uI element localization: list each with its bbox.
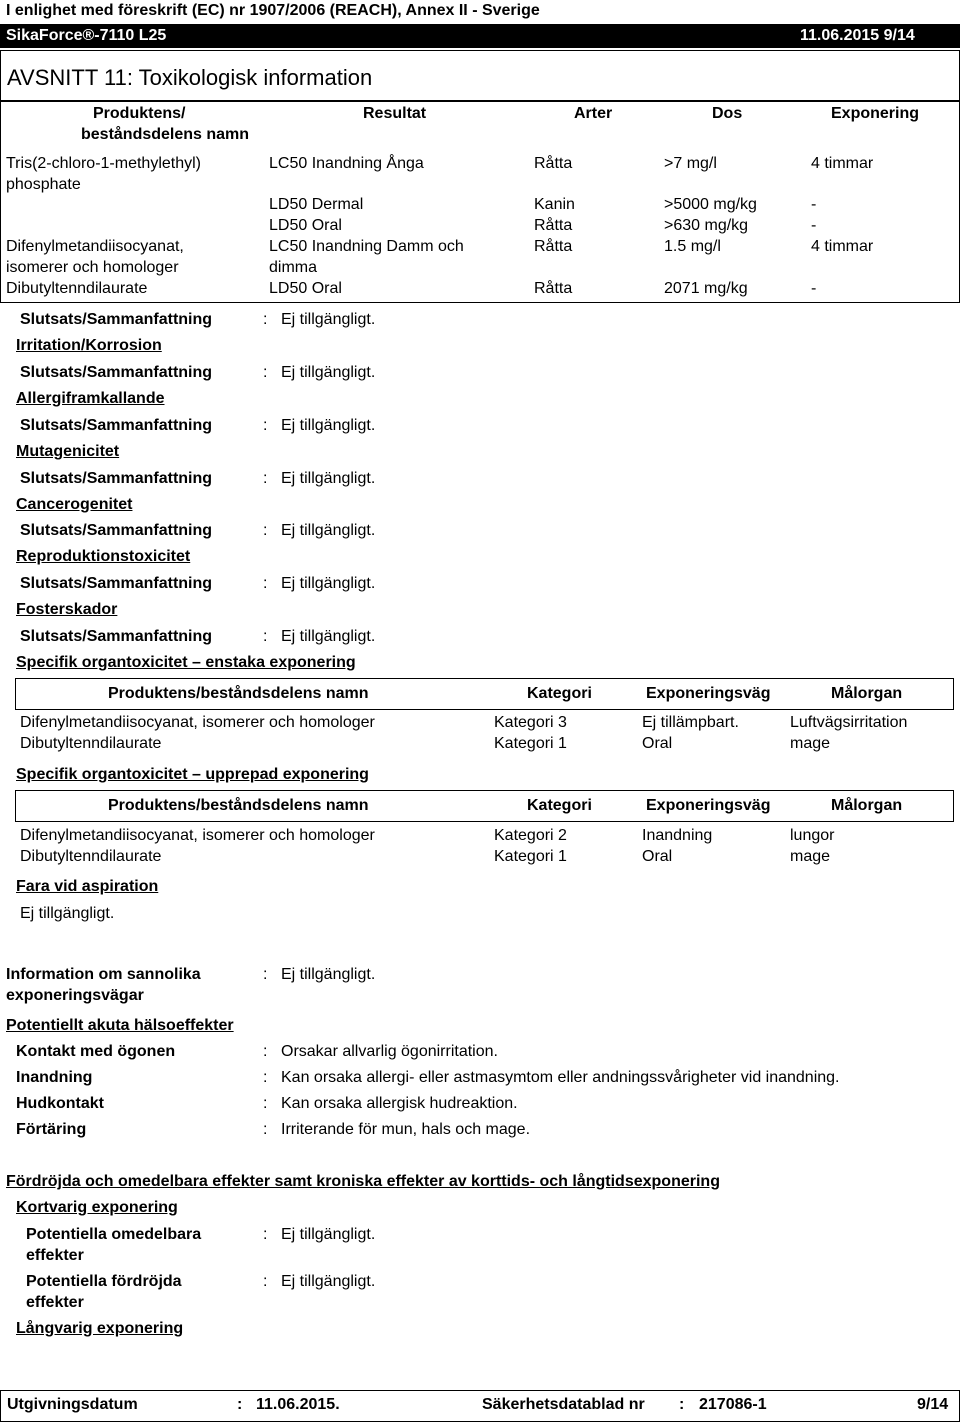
acute-colon-3: :: [263, 1121, 268, 1138]
footer-sds-number: 217086-1: [699, 1396, 767, 1413]
stot-single-title: Specifik organtoxicitet – enstaka exponering: [16, 654, 356, 671]
stot-repeated-title: Specifik organtoxicitet – upprepad exponering: [16, 766, 369, 783]
summary-label-6: Slutsats/Sammanfattning: [20, 628, 213, 645]
summary-colon-5: :: [263, 575, 268, 592]
category-heading-1: Allergiframkallande: [16, 390, 165, 407]
tox-row-3-result: LC50 Inandning Damm och: [269, 238, 464, 255]
summary-value-6: Ej tillgängligt.: [281, 628, 376, 645]
acute-value-3: Irriterande för mun, hals och mage.: [281, 1121, 531, 1138]
summary-colon-6: :: [263, 628, 268, 645]
summary-label-3: Slutsats/Sammanfattning: [20, 470, 213, 487]
stot-repeated-row-0-organ: lungor: [790, 827, 835, 844]
summary-colon-3: :: [263, 470, 268, 487]
stot-single-row-0-name: Difenylmetandiisocyanat, isomerer och homologer: [20, 714, 375, 731]
acute-value-1: Kan orsaka allergi- eller astmasymtom eller andningssvårigheter vid inandning.: [281, 1069, 840, 1086]
tox-row-3-result-2: dimma: [269, 259, 318, 276]
acute-label-2: Hudkontakt: [16, 1095, 104, 1112]
delayed-item-0-value: Ej tillgängligt.: [281, 1226, 376, 1243]
toxicity-table: [0, 100, 960, 303]
acute-colon-2: :: [263, 1095, 268, 1112]
stot-single-th-route: Exponeringsväg: [646, 685, 771, 702]
stot-single-row-0-category: Kategori 3: [494, 714, 567, 731]
product-name: SikaForce®-7110 L25: [6, 27, 167, 44]
acute-value-0: Orsakar allvarlig ögonirritation.: [281, 1043, 498, 1060]
summary-colon-0: :: [263, 311, 268, 328]
long-term-title: Långvarig exponering: [16, 1320, 184, 1337]
tox-row-2-exposure: -: [811, 217, 817, 234]
summary-colon-2: :: [263, 417, 268, 434]
delayed-item-1-colon: :: [263, 1273, 268, 1290]
stot-single-row-1-name: Dibutyltenndilaurate: [20, 735, 162, 752]
tox-row-4-dose: 2071 mg/kg: [664, 280, 748, 297]
stot-single-th-category: Kategori: [527, 685, 592, 702]
summary-value-4: Ej tillgängligt.: [281, 522, 376, 539]
stot-repeated-th-organ: Målorgan: [831, 797, 903, 814]
category-heading-3: Cancerogenitet: [16, 496, 133, 513]
stot-single-row-0-route: Ej tillämpbart.: [642, 714, 739, 731]
exposure-routes-value: Ej tillgängligt.: [281, 966, 376, 983]
tox-row-0-name-2: phosphate: [6, 176, 81, 193]
stot-single-th-organ: Målorgan: [831, 685, 903, 702]
section-title-box: [0, 50, 960, 102]
acute-label-1: Inandning: [16, 1069, 93, 1086]
summary-label-4: Slutsats/Sammanfattning: [20, 522, 213, 539]
summary-colon-4: :: [263, 522, 268, 539]
acute-colon-1: :: [263, 1069, 268, 1086]
category-heading-5: Fosterskador: [16, 601, 118, 618]
tox-row-4-exposure: -: [811, 280, 817, 297]
th-name-2: beståndsdelens namn: [81, 126, 250, 143]
summary-label-2: Slutsats/Sammanfattning: [20, 417, 213, 434]
th-dose: Dos: [712, 105, 743, 122]
tox-row-0-exposure: 4 timmar: [811, 155, 874, 172]
category-heading-4: Reproduktionstoxicitet: [16, 548, 191, 565]
tox-row-4-result: LD50 Oral: [269, 280, 342, 297]
stot-repeated-th-category: Kategori: [527, 797, 592, 814]
tox-row-4-species: Råtta: [534, 280, 573, 297]
stot-single-row-1-category: Kategori 1: [494, 735, 567, 752]
footer-page: 9/14: [917, 1396, 949, 1413]
tox-row-3-name-1: Difenylmetandiisocyanat,: [6, 238, 184, 255]
date-page: 11.06.2015 9/14: [800, 27, 915, 44]
footer-box: [0, 1390, 960, 1422]
delayed-title: Fördröjda och omedelbara effekter samt kroniska effekter av korttids- och långtidsexponering: [6, 1173, 720, 1190]
stot-single-row-0-organ: Luftvägsirritation: [790, 714, 908, 731]
summary-label-5: Slutsats/Sammanfattning: [20, 575, 213, 592]
tox-row-2-dose: >630 mg/kg: [664, 217, 749, 234]
category-heading-2: Mutagenicitet: [16, 443, 120, 460]
delayed-item-0-label-2: effekter: [26, 1247, 84, 1264]
tox-row-2-species: Råtta: [534, 217, 573, 234]
tox-row-0-dose: >7 mg/l: [664, 155, 717, 172]
regulation-header: I enlighet med föreskrift (EC) nr 1907/2006 (REACH), Annex II - Sverige: [6, 2, 540, 19]
exposure-routes-label-2: exponeringsvägar: [6, 987, 144, 1004]
summary-value-5: Ej tillgängligt.: [281, 575, 376, 592]
short-term-title: Kortvarig exponering: [16, 1199, 178, 1216]
section-title: AVSNITT 11: Toxikologisk information: [7, 65, 373, 90]
stot-single-row-1-route: Oral: [642, 735, 673, 752]
delayed-item-0-label-1: Potentiella omedelbara: [26, 1226, 202, 1243]
tox-row-1-exposure: -: [811, 196, 817, 213]
th-result: Resultat: [363, 105, 427, 122]
stot-repeated-row-1-route: Oral: [642, 848, 673, 865]
stot-single-th-name: Produktens/beståndsdelens namn: [108, 685, 369, 702]
acute-label-3: Förtäring: [16, 1121, 87, 1138]
aspiration-title: Fara vid aspiration: [16, 878, 159, 895]
stot-repeated-th-name: Produktens/beståndsdelens namn: [108, 797, 369, 814]
stot-repeated-row-1-organ: mage: [790, 848, 831, 865]
stot-repeated-row-1-category: Kategori 1: [494, 848, 567, 865]
summary-label-0: Slutsats/Sammanfattning: [20, 311, 213, 328]
th-name-1: Produktens/: [93, 105, 186, 122]
tox-row-0-name-1: Tris(2-chloro-1-methylethyl): [6, 155, 201, 172]
summary-value-3: Ej tillgängligt.: [281, 470, 376, 487]
stot-repeated-row-0-name: Difenylmetandiisocyanat, isomerer och homologer: [20, 827, 375, 844]
tox-row-1-result: LD50 Dermal: [269, 196, 364, 213]
aspiration-value: Ej tillgängligt.: [20, 905, 115, 922]
delayed-item-1-value: Ej tillgängligt.: [281, 1273, 376, 1290]
stot-single-header: [15, 678, 954, 710]
product-bar: [0, 24, 960, 48]
tox-row-3-dose: 1.5 mg/l: [664, 238, 721, 255]
acute-label-0: Kontakt med ögonen: [16, 1043, 176, 1060]
footer-issue-date: 11.06.2015.: [256, 1396, 340, 1413]
summary-value-0: Ej tillgängligt.: [281, 311, 376, 328]
stot-repeated-row-0-category: Kategori 2: [494, 827, 567, 844]
tox-row-4-name-1: Dibutyltenndilaurate: [6, 280, 148, 297]
tox-row-3-name-2: isomerer och homologer: [6, 259, 179, 276]
footer-issue-colon: :: [237, 1396, 243, 1413]
footer-sds-label: Säkerhetsdatablad nr: [482, 1396, 645, 1413]
tox-row-3-exposure: 4 timmar: [811, 238, 874, 255]
th-exposure: Exponering: [831, 105, 920, 122]
summary-colon-1: :: [263, 364, 268, 381]
exposure-routes-label-1: Information om sannolika: [6, 966, 201, 983]
th-species: Arter: [574, 105, 613, 122]
tox-row-0-result: LC50 Inandning Ånga: [269, 155, 424, 172]
summary-label-1: Slutsats/Sammanfattning: [20, 364, 213, 381]
delayed-item-1-label-1: Potentiella fördröjda: [26, 1273, 182, 1290]
category-heading-0: Irritation/Korrosion: [16, 337, 162, 354]
stot-repeated-header: [15, 790, 954, 822]
tox-row-1-species: Kanin: [534, 196, 575, 213]
delayed-item-1-label-2: effekter: [26, 1294, 84, 1311]
acute-title: Potentiellt akuta hälsoeffekter: [6, 1017, 234, 1034]
stot-repeated-row-0-route: Inandning: [642, 827, 713, 844]
exposure-routes-colon: :: [263, 966, 268, 983]
stot-single-row-1-organ: mage: [790, 735, 831, 752]
tox-row-0-species: Råtta: [534, 155, 573, 172]
stot-repeated-row-1-name: Dibutyltenndilaurate: [20, 848, 162, 865]
stot-repeated-th-route: Exponeringsväg: [646, 797, 771, 814]
summary-value-1: Ej tillgängligt.: [281, 364, 376, 381]
acute-value-2: Kan orsaka allergisk hudreaktion.: [281, 1095, 518, 1112]
tox-row-3-species: Råtta: [534, 238, 573, 255]
footer-issue-label: Utgivningsdatum: [7, 1396, 138, 1413]
delayed-item-0-colon: :: [263, 1226, 268, 1243]
acute-colon-0: :: [263, 1043, 268, 1060]
summary-value-2: Ej tillgängligt.: [281, 417, 376, 434]
tox-row-1-dose: >5000 mg/kg: [664, 196, 757, 213]
tox-row-2-result: LD50 Oral: [269, 217, 342, 234]
footer-sds-colon: :: [679, 1396, 685, 1413]
